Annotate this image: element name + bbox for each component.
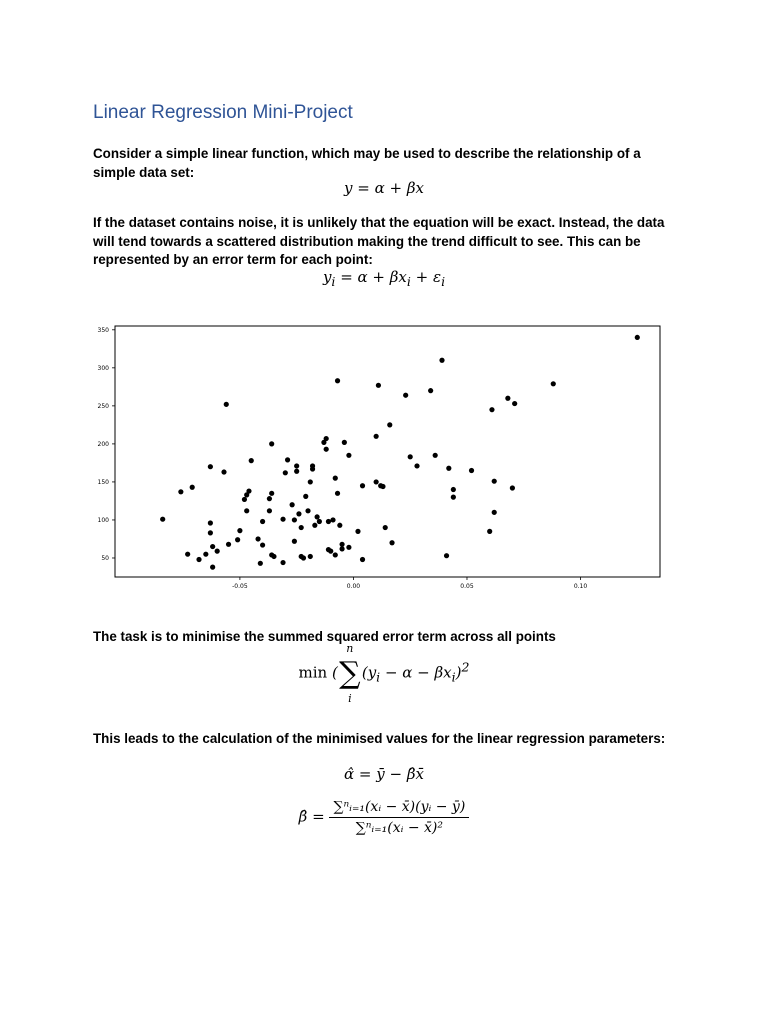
data-point [303,494,308,499]
data-point [196,557,201,562]
data-point [237,528,242,533]
data-point [492,479,497,484]
data-point [221,469,226,474]
data-point [210,565,215,570]
data-point [290,502,295,507]
data-point [160,517,165,522]
data-point [296,511,301,516]
data-point [389,540,394,545]
data-point [249,458,254,463]
data-point [510,485,515,490]
x-tick-label: 0.00 [346,583,361,590]
task-paragraph: The task is to minimise the summed squared error term across all points [93,629,556,644]
data-point [294,463,299,468]
data-point [324,436,329,441]
data-point [235,537,240,542]
data-point [260,542,265,547]
data-point [339,546,344,551]
scatter-chart [85,318,665,593]
beta-hat-numerator: ∑ⁿᵢ₌₁(xᵢ − x̄)(yᵢ − ȳ) [329,799,469,818]
data-point [451,495,456,500]
data-point [337,523,342,528]
data-point [408,454,413,459]
data-point [280,560,285,565]
data-point [433,453,438,458]
data-point [333,476,338,481]
data-point [346,545,351,550]
minimise-equation: min ( n ∑ i $(y_i - \alpha - \beta x_i)^2$ [298,642,470,705]
data-point [326,519,331,524]
data-point [203,552,208,557]
data-point [269,441,274,446]
x-tick-label: -0.05 [232,583,248,590]
x-tick-label: 0.05 [460,583,474,590]
data-point [512,401,517,406]
data-point [315,514,320,519]
result-paragraph: This leads to the calculation of the minimised values for the linear regression parameters: [93,731,666,746]
data-point [255,536,260,541]
linear-equation: y = α + βx [344,179,424,197]
data-point [551,381,556,386]
data-point [469,468,474,473]
y-tick-label: 150 [97,478,109,486]
y-tick-label: 250 [97,402,109,410]
data-point [376,383,381,388]
data-point [210,544,215,549]
page-title: Linear Regression Mini-Project [93,102,353,123]
data-point [360,483,365,488]
data-point [244,508,249,513]
data-point [355,529,360,534]
beta-hat-label: β̂ = [298,807,325,826]
data-point [505,396,510,401]
y-tick-label: 100 [97,516,109,524]
data-point [328,549,333,554]
data-point [208,520,213,525]
beta-hat-fraction [329,799,469,836]
alpha-hat-equation: α̂ = ȳ − β̂x̄ [344,765,424,783]
data-point [444,553,449,558]
noise-paragraph: If the dataset contains noise, it is unlikely that the equation will be exact. Instead, the data will tend towards a scattered distribution making the trend difficult to see. This can be represented by an error term for each point: [93,215,665,267]
data-point [208,464,213,469]
data-point [226,542,231,547]
data-point [258,561,263,566]
error-term-equation: $y_i = \alpha + \beta x_i + \varepsilon_i$ [322,268,446,289]
data-point [342,440,347,445]
data-point [215,549,220,554]
data-point [301,555,306,560]
data-point [489,407,494,412]
data-point [224,402,229,407]
data-point [492,510,497,515]
data-point [308,479,313,484]
data-point [269,491,274,496]
data-point [280,517,285,522]
data-point [267,496,272,501]
y-axis [98,327,115,562]
data-point [317,519,322,524]
data-point [305,508,310,513]
data-point [487,529,492,534]
beta-hat-equation [0,799,768,836]
data-points [160,335,640,570]
data-point [178,489,183,494]
data-point [335,491,340,496]
data-point [292,539,297,544]
data-point [414,463,419,468]
data-point [387,422,392,427]
data-point [324,447,329,452]
data-point [383,525,388,530]
data-point [190,485,195,490]
x-axis [232,577,587,590]
plot-border [115,326,660,577]
data-point [299,525,304,530]
data-point [330,517,335,522]
y-tick-label: 50 [101,554,109,562]
data-point [285,457,290,462]
data-point [312,523,317,528]
y-tick-label: 300 [97,364,109,372]
beta-hat-denominator: ∑ⁿᵢ₌₁(xᵢ − x̄)² [355,820,444,836]
data-point [335,378,340,383]
plot-frame [115,326,660,577]
data-point [346,453,351,458]
data-point [260,519,265,524]
data-point [451,487,456,492]
data-point [246,488,251,493]
data-point [310,466,315,471]
y-tick-label: 200 [97,440,109,448]
y-tick-label: 350 [97,326,109,334]
data-point [242,497,247,502]
data-point [292,517,297,522]
min-function: min [298,663,328,682]
data-point [380,484,385,489]
data-point [339,542,344,547]
intro-paragraph: Consider a simple linear function, which may be used to describe the relationship of a simple data set: [93,146,641,180]
data-point [208,530,213,535]
x-tick-label: 0.10 [573,583,588,590]
data-point [428,388,433,393]
data-point [283,470,288,475]
data-point [271,554,276,559]
data-point [185,552,190,557]
data-point [267,508,272,513]
data-point [333,552,338,557]
data-point [308,554,313,559]
data-point [374,434,379,439]
data-point [374,479,379,484]
data-point [439,358,444,363]
data-point [403,393,408,398]
data-point [446,466,451,471]
data-point [360,557,365,562]
data-point [635,335,640,340]
data-point [294,469,299,474]
